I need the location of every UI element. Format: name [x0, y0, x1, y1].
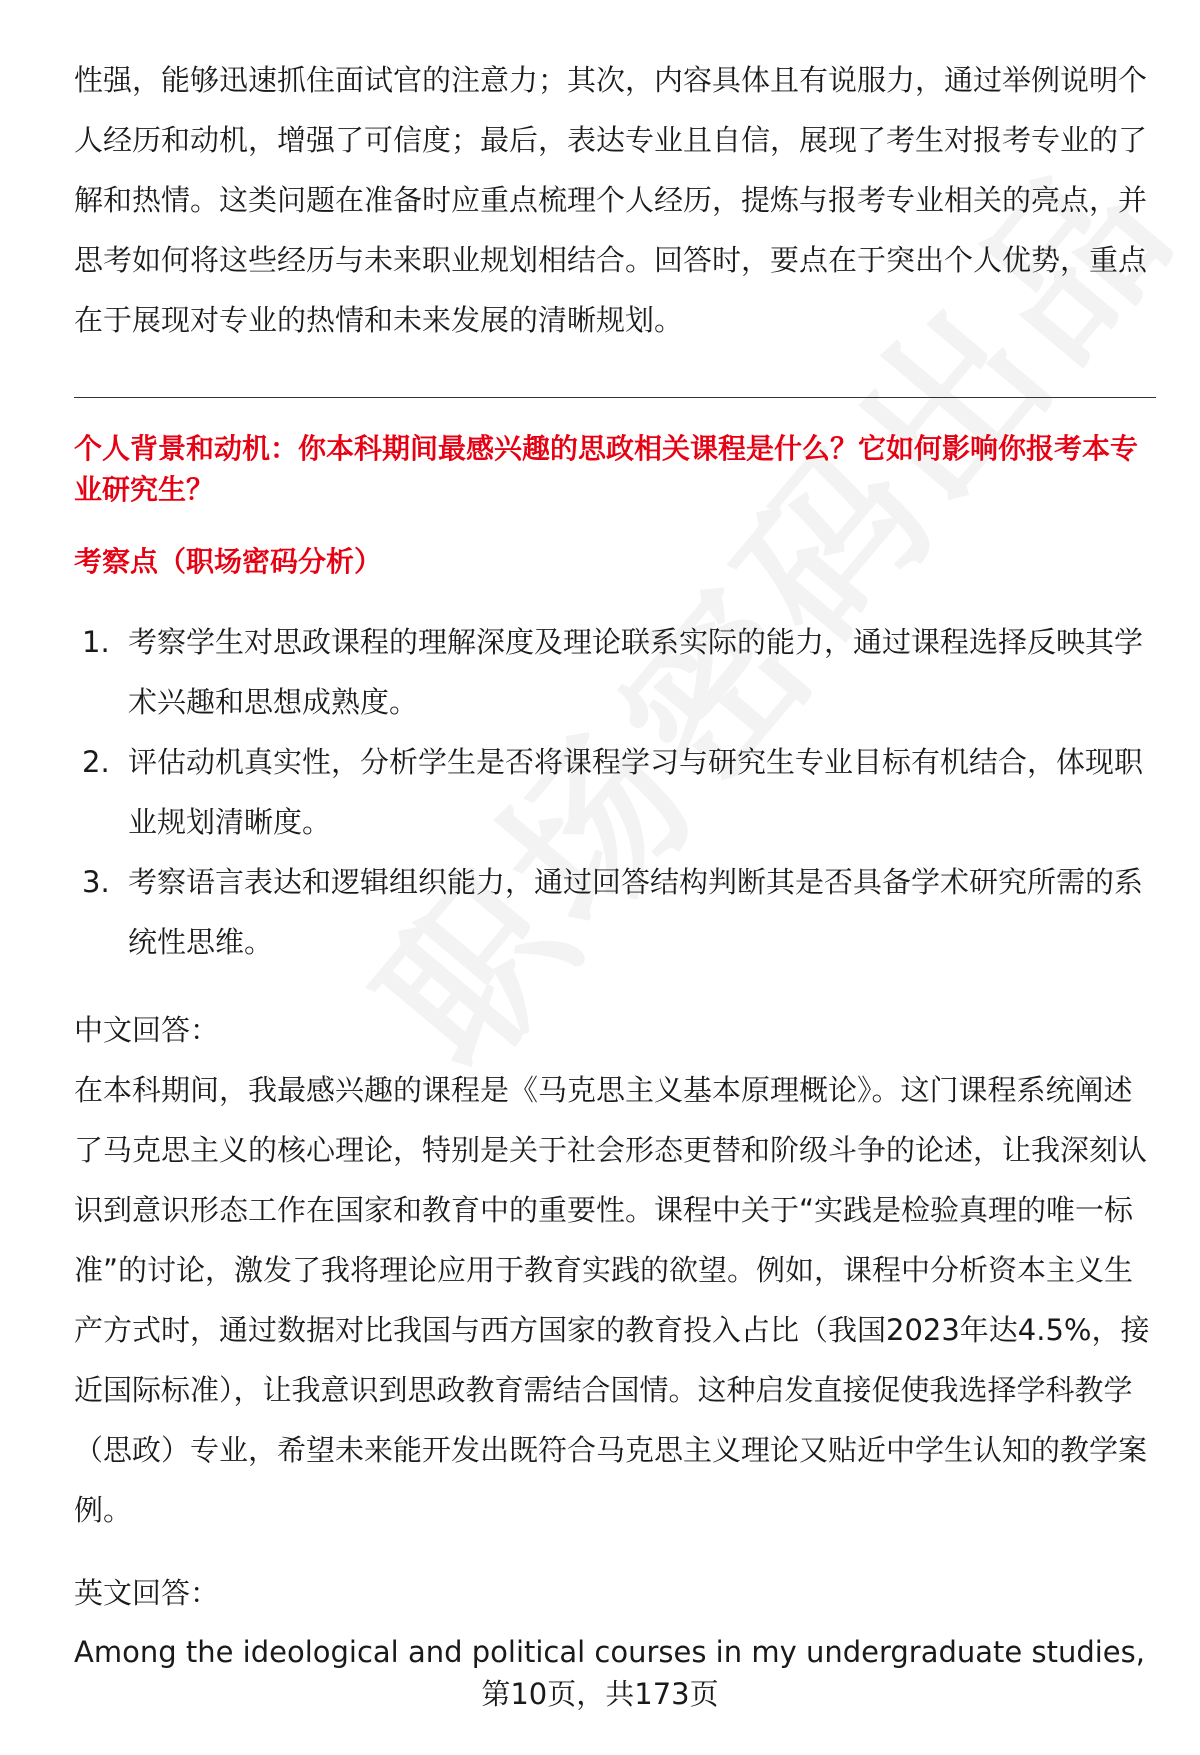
list-item-text: 考察语言表达和逻辑组织能力，通过回答结构判断其是否具备学术研究所需的系统性思维。 [128, 865, 1144, 959]
page-number: 第10页，共173页 [481, 1677, 719, 1711]
question-heading: 个人背景和动机：你本科期间最感兴趣的思政相关课程是什么？它如何影响你报考本专业研究生？ [74, 432, 1139, 506]
list-item [82, 732, 1156, 852]
list-item-text: 考察学生对思政课程的理解深度及理论联系实际的能力，通过课程选择反映其学术兴趣和思想成熟度。 [128, 625, 1144, 719]
list-item-number: 1. [82, 625, 110, 659]
list-item-text: 评估动机真实性，分析学生是否将课程学习与研究生专业目标有机结合，体现职业规划清晰度。 [128, 745, 1144, 839]
list-item-number: 3. [82, 865, 110, 899]
section-divider [74, 397, 1156, 398]
chinese-answer-text: 在本科期间，我最感兴趣的课程是《马克思主义基本原理概论》。这门课程系统阐述了马克思主义的核心理论，特别是关于社会形态更替和阶级斗争的论述，让我深刻认识到意识形态工作在国家和教育中的重要性。课程中关于“实践是检验真理的唯一标准”的讨论，激发了我将理论应用于教育实践的欲望。例如，课程中分析资本主义生产方式时，通过数据对比我国与西方国家的教育投入占比（我国2023年达4.5%，接近国际标准），让我意识到思政教育需结合国情。这种启发直接促使我选择学科教学（思政）专业，希望未来能开发出既符合马克思主义理论又贴近中学生认知的教学案例。 [74, 1073, 1150, 1527]
list-item-number: 2. [82, 745, 110, 779]
english-answer-text: Among the ideological and political courses in my undergraduate studies, [74, 1635, 1145, 1669]
key-points-list [82, 612, 1156, 972]
key-points-heading: 考察点（职场密码分析） [74, 545, 383, 578]
list-item [82, 612, 1156, 732]
chinese-answer-label: 中文回答： [74, 1013, 220, 1047]
english-answer-label: 英文回答： [74, 1576, 220, 1610]
list-item [82, 852, 1156, 972]
intro-paragraph: 性强，能够迅速抓住面试官的注意力；其次，内容具体且有说服力，通过举例说明个人经历和动机，增强了可信度；最后，表达专业且自信，展现了考生对报考专业的了解和热情。这类问题在准备时应重点梳理个人经历，提炼与报考专业相关的亮点，并思考如何将这些经历与未来职业规划相结合。回答时，要点在于突出个人优势，重点在于展现对专业的热情和未来发展的清晰规划。 [74, 63, 1148, 337]
